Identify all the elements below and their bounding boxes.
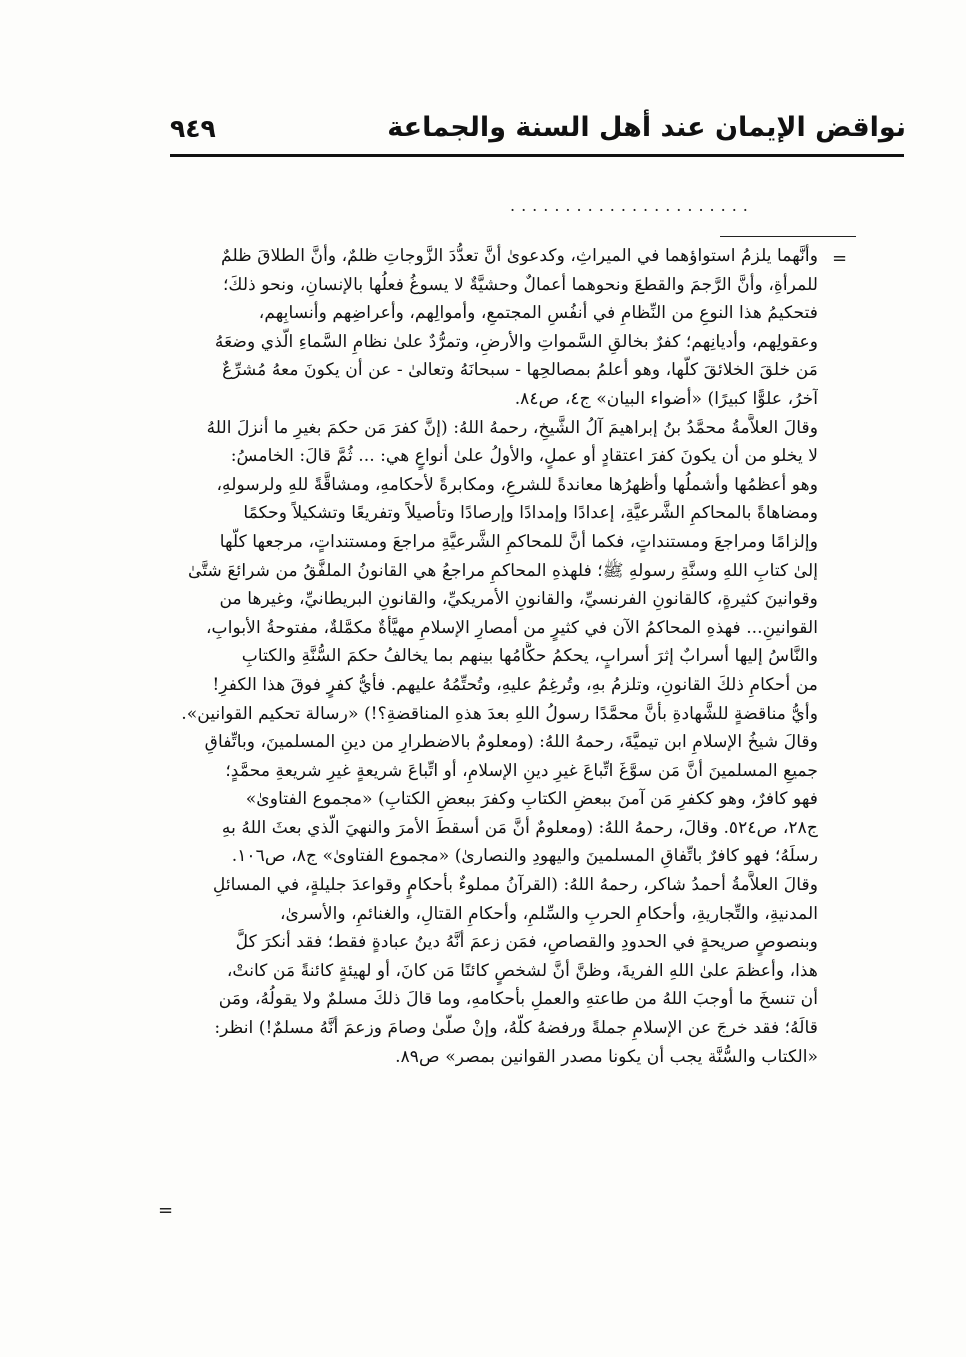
text-line: أن تنسخَ ما أوجبَ اللهُ من طاعتهِ والعملِ بأحكامهِ، وما قالَ ذلكَ مسلمٌ ولا يقولُهُ، ومَن: [218, 989, 818, 1010]
paragraph: [178, 728, 818, 871]
body-text: [178, 242, 818, 1071]
text-line: والنَّاسُ إليها أسرابٌ إثرَ أسرابٍ، يحكمُ حكَّامُها بينهم بما يخالفُ حكمَ السُّنَّةِ والكتابِ: [241, 646, 818, 667]
text-line: لا يخلو من أن يكونَ كفرَ اعتقادٍ أو عملٍ، والأولُ علىٰ أنواعٍ هي: ... ثُمَّ قالَ: الخامسُ:: [230, 446, 818, 467]
paragraph: [178, 242, 818, 414]
footnote-rule: [720, 236, 856, 237]
text-line: هذا، وأعظمَ علىٰ اللهِ الفريةَ، وظنَّ أنَّ لشخصٍ كائنًا مَن كانَ، أو لهيئةٍ كائنةً مَن كانتْ،: [226, 960, 818, 981]
text-line: رسلَهُ؛ فهو كافرٌ باتِّفاقِ المسلمينَ واليهودِ والنصارىٰ) «مجموع الفتاوىٰ» ج٨، ص١٠٦.: [231, 846, 818, 867]
running-title: نواقض الإيمان عند أهل السنة والجماعة: [387, 112, 906, 143]
paragraph: [178, 414, 818, 729]
text-line: «الكتاب والسُّنَّة يجب أن يكونا مصدر القوانين بمصر» ص٨٩.: [395, 1046, 818, 1067]
text-line: وأيُّ مناقضةٍ للشَّهادةِ بأنَّ محمَّدًا رسولُ اللهِ بعدَ هذهِ المناقضةِ؟!) «رسالة تحكيم القوانين».: [181, 703, 818, 724]
text-line: قالَهُ؛ فقد خرجَ عن الإسلامِ جملةً ورفضهُ كلَّهُ، وإنْ صلَّىٰ وصامَ وزعمَ أنَّهُ مسلمٌ!) انظر:: [214, 1018, 818, 1039]
paragraph: [178, 871, 818, 1071]
text-line: للمرأةِ، وأنَّ الرَّجمَ والقطعَ ونحوهما أعمالٌ وحشيَّةٌ لا يسوغُ فعلُها بالإنسانِ، ونحو ذلكَ؛: [222, 274, 818, 295]
text-line: وبنصوصٍ صريحةٍ في الحدودِ والقصاصِ، فمَن زعمَ أنَّهُ دينُ عبادةٍ فقط؛ فقد أنكرَ كلَّ: [235, 932, 818, 953]
text-line: آخرُ، علوًّا كبيرًا) «أضواء البيان» ج٤، ص٨٤.: [514, 388, 818, 409]
continuation-mark-top: =: [832, 248, 848, 269]
text-line: وقالَ العلاَّمةُ محمَّدُ بنُ إبراهيمَ آلُ الشَّيخِ، رحمهُ اللهُ: (إنَّ كفرَ مَن حكمَ بغيرِ ما أنزلَ اللهُ: [206, 417, 818, 438]
continuation-mark-bottom: =: [158, 1200, 174, 1221]
text-line: من أحكامِ ذلكَ القانونِ، وتلزمُ بهِ، وتُرغِمُ عليهِ، وتُحتِّمُهُ عليهم. فأيُّ كفرٍ فوقَ هذا الكفرِ!: [212, 674, 818, 695]
running-header: [170, 112, 906, 152]
text-line: فتحكيمُ هذا النوعِ من النِّظامِ في أنفُسِ المجتمعِ، وأموالِهم، وأعراضِهم وأنسابِهم،: [258, 303, 818, 324]
text-line: مَن خلقَ الخلائقَ كلَّها، وهو أعلمُ بمصالحِها - سبحانَهُ وتعالىٰ - عن أن يكونَ معهُ مُشرِّعٌ: [222, 360, 818, 381]
text-line: وقالَ شيخُ الإسلامِ ابن تيميَّةَ، رحمهُ اللهُ: (ومعلومٌ بالاضطرارِ من دينِ المسلمينَ، وباتِّفاقِ: [204, 732, 818, 753]
text-line: جميعِ المسلمينَ أنَّ مَن سوَّغَ اتِّباعَ غيرِ دينِ الإسلامِ، أو اتِّباعَ شريعةٍ غيرِ شريعةِ محمَّدٍ؛: [225, 760, 818, 781]
text-line: القوانينِ... فهذهِ المحاكمُ الآن في كثيرٍ من أمصارِ الإسلامِ مهيَّأةٌ مكمَّلةٌ، مفتوحةُ الأبوابِ،: [206, 617, 818, 638]
text-line: ج٢٨، ص٥٢٤. وقالَ، رحمهُ اللهُ: (ومعلومٌ أنَّ مَن أسقطَ الأمرَ والنهيَ الَّذي بعثَ اللهُ بهِ: [221, 817, 818, 838]
dotted-separator: ......................: [510, 196, 754, 215]
header-rule: [170, 154, 904, 157]
text-line: وقوانينَ كثيرةٍ، كالقانونِ الفرنسيِّ، والقانونِ الأمريكيِّ، والقانونِ البريطانيِّ، وغيرها من: [219, 589, 818, 610]
text-line: إلىٰ كتابِ اللهِ وسنَّةِ رسولهِ ﷺ؛ فلهذهِ المحاكمِ مراجعُ هي القانونُ الملفَّقُ من شرائعَ شتَّىٰ: [188, 560, 818, 581]
text-line: وإلزامًا ومراجعَ ومستنداتٍ، فكما أنَّ للمحاكمِ الشَّرعيَّةِ مراجعَ ومستنداتٍ، مرجعها كلُّها: [219, 531, 818, 552]
text-line: وقالَ العلاَّمةُ أحمدُ شاكر، رحمهُ اللهُ: (القرآنُ مملوءٌ بأحكامٍ وقواعدَ جليلةٍ، في المسائلِ: [212, 875, 818, 896]
text-line: وأنَّهما يلزمُ استواؤهما في الميراثِ، وكدعوىٰ أنَّ تعدُّدَ الزَّوجاتِ ظلمٌ، وأنَّ الطلاقَ ظلمٌ: [221, 246, 818, 266]
text-line: وعقولِهم، وأديانِهم؛ كفرٌ بخالقِ السَّمواتِ والأرضِ، وتمرُّدٌ علىٰ نظامِ السَّماءِ الَّذي وضعَهُ: [214, 331, 818, 352]
text-line: المدنيةِ، والتِّجاريةِ، وأحكامِ الحربِ والسِّلمِ، وأحكامِ القتالِ، والغنائمِ، والأسرىٰ،: [279, 903, 818, 924]
text-line: وهو أعظمُها وأشملُها وأظهرُها معاندةً للشرعِ، ومكابرةً لأحكامهِ، ومشاقَّةً للهِ ولرسولهِ،: [216, 474, 818, 495]
text-line: ومضاهاةً بالمحاكمِ الشَّرعيَّةِ، إعدادًا وإمدادًا وإرصادًا وتأصيلاً وتفريعًا وتشكيلاً وحكمًا: [243, 503, 818, 524]
page-number: ٩٤٩: [170, 114, 216, 143]
text-line: فهو كافرٌ، وهو ككفرِ مَن آمنَ ببعضِ الكتابِ وكفرَ ببعضِ الكتابِ) «مجموع الفتاوىٰ»: [245, 789, 818, 810]
